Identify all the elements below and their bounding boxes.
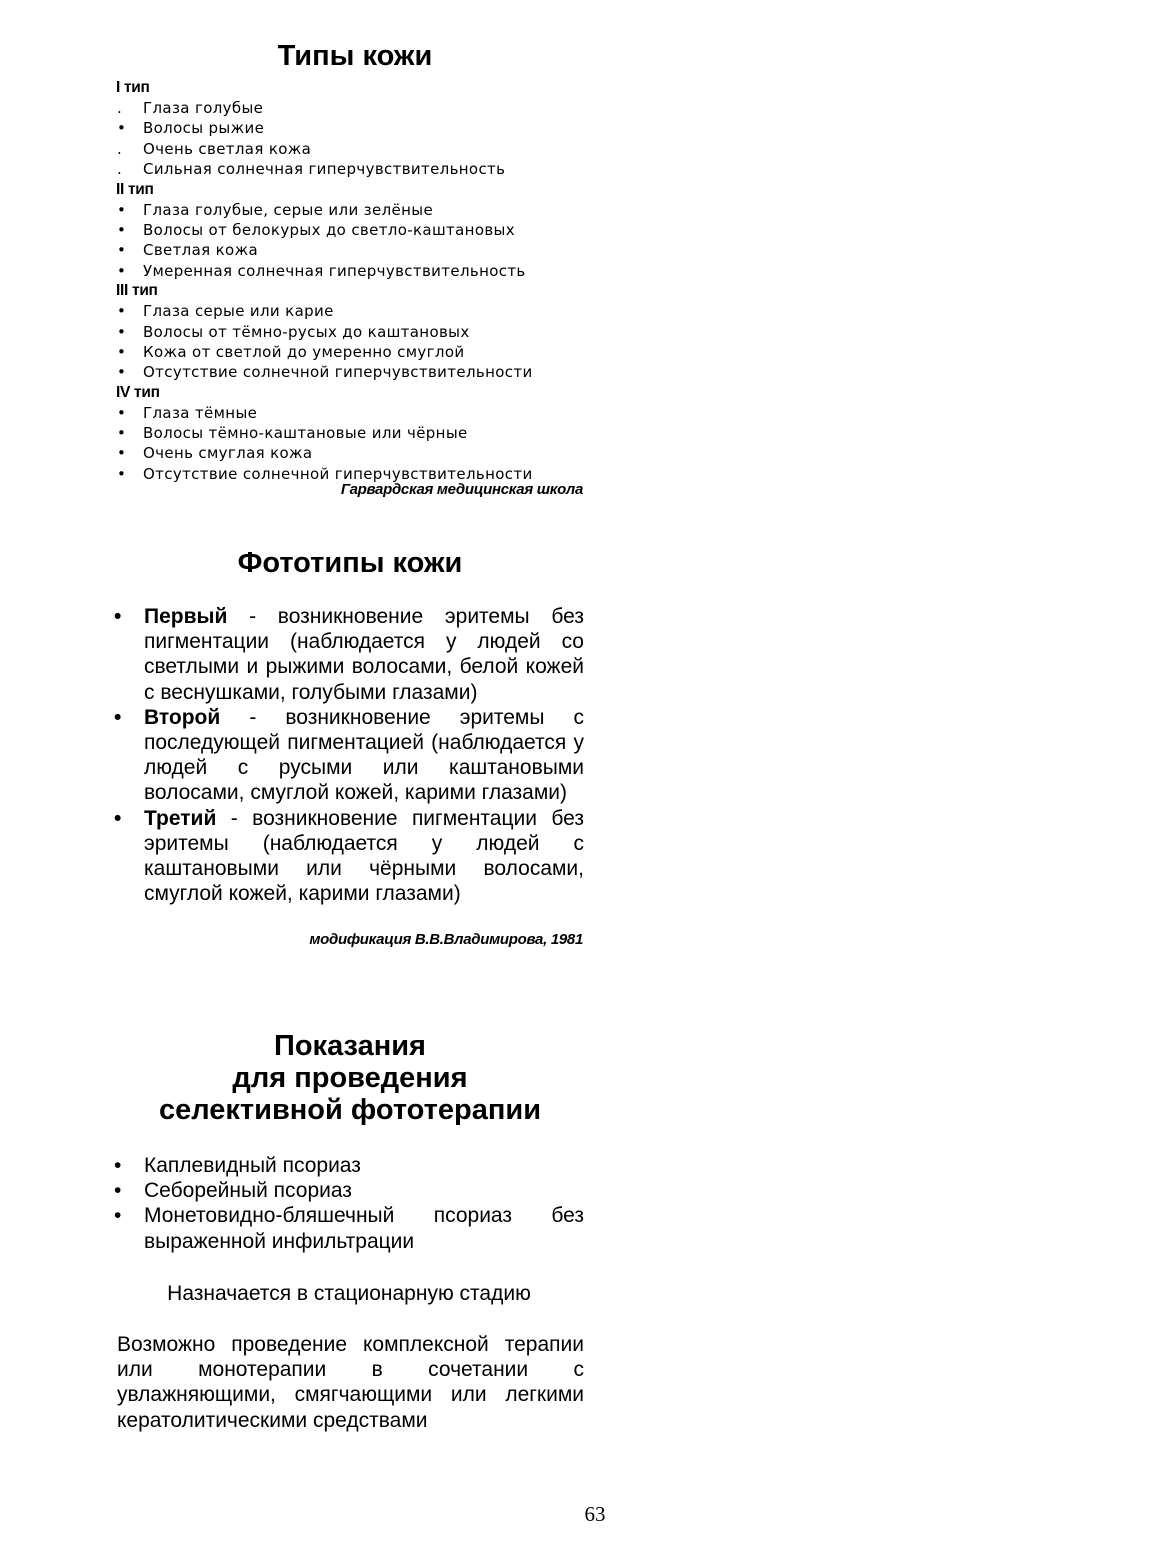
phototype-description: - возникновение пигментации без эритемы (наблюдается у людей с каштановыми или чёрными волосами, смуглой кожей, карими глазами): [144, 806, 584, 906]
section-title-skin-types: Типы кожи: [277, 40, 433, 72]
source-attribution: модификация В.В.Владимирова, 1981: [309, 931, 583, 948]
section-title-phototypes: Фототипы кожи: [237, 547, 463, 579]
bullet-icon: •: [117, 464, 126, 483]
phototypes-list: [114, 604, 584, 906]
list-item: [116, 322, 596, 342]
list-item-text: [144, 705, 584, 806]
list-item-text: [144, 604, 584, 705]
list-item-text: Очень светлая кожа: [143, 139, 312, 158]
bullet-icon: •: [117, 444, 126, 463]
therapy-paragraph: Возможно проведение комплексной терапии или монотерапии в сочетании с увлажняющими, смягчающими или легкими кератолитическими средствами: [117, 1333, 584, 1432]
bullet-icon: •: [117, 261, 126, 280]
bullet-icon: •: [117, 403, 126, 422]
list-item-text: Светлая кожа: [143, 241, 258, 260]
stage-note: Назначается в стационарную стадию: [167, 1282, 531, 1305]
list-item: [114, 604, 584, 705]
list-item-text: Глаза голубые: [143, 99, 264, 117]
bullet-icon: •: [114, 705, 122, 729]
bullet-icon: •: [117, 322, 126, 341]
title-line: для проведения: [232, 1062, 468, 1094]
list-item: [116, 98, 596, 118]
list-item-text: Волосы от белокурых до светло-каштановых: [143, 220, 515, 239]
list-item: [116, 118, 596, 138]
list-item-text: Волосы от тёмно-русых до каштановых: [143, 322, 470, 341]
list-item: [114, 806, 584, 907]
list-item: [116, 403, 596, 423]
skin-type-group: [116, 281, 596, 383]
list-item: [116, 261, 596, 281]
list-item: [116, 139, 596, 159]
phototype-description: - возникновение эритемы без пигментации (наблюдается у людей со светлыми и рыжими волосами, белой кожей с веснушками, голубыми глазами): [144, 605, 584, 704]
list-item-text: Очень смуглая кожа: [143, 444, 313, 463]
list-item-text: Умеренная солнечная гиперчувствительность: [143, 261, 526, 280]
section-title-indications: [115, 1030, 585, 1126]
skin-type-heading: I тип: [116, 79, 150, 96]
skin-type-group: [116, 383, 596, 485]
bullet-icon: .: [117, 139, 122, 158]
list-item-text: Волосы рыжие: [143, 119, 265, 138]
list-item-text: Отсутствие солнечной гиперчувствительности: [143, 363, 533, 382]
title-line: Показания: [274, 1030, 426, 1062]
bullet-icon: •: [117, 119, 126, 138]
bullet-icon: •: [117, 220, 126, 239]
bullet-icon: •: [117, 363, 126, 382]
skin-type-heading: II тип: [116, 180, 154, 198]
list-item: [116, 220, 596, 240]
list-item: [116, 240, 596, 260]
bullet-icon: •: [114, 806, 122, 830]
bullet-icon: •: [117, 241, 126, 260]
list-item: [116, 301, 596, 321]
list-item-text: Сильная солнечная гиперчувствительность: [143, 160, 506, 179]
bullet-icon: •: [114, 1179, 122, 1203]
bullet-icon: •: [117, 424, 126, 443]
title-line: селективной фототерапии: [158, 1094, 542, 1126]
bullet-icon: .: [117, 99, 122, 117]
skin-type-heading: IV тип: [116, 383, 160, 401]
list-item-text: Себорейный псориаз: [144, 1179, 352, 1203]
bullet-icon: •: [114, 1154, 122, 1177]
phototype-name: Второй: [144, 705, 221, 729]
bullet-icon: •: [117, 342, 126, 361]
bullet-icon: •: [117, 302, 126, 321]
list-item-text: [144, 806, 584, 907]
phototype-name: Первый: [144, 605, 228, 628]
list-item: [116, 200, 596, 220]
phototype-description: - возникновение эритемы с последующей пигментацией (наблюдается у людей с русыми или каштановыми волосами, смуглой кожей, карими глазами): [144, 705, 584, 805]
list-item-text: Глаза тёмные: [143, 403, 258, 422]
bullet-icon: •: [117, 200, 126, 219]
list-item-text: Глаза серые или карие: [143, 302, 334, 321]
list-item-text: Отсутствие солнечной гиперчувствительности: [143, 464, 533, 483]
list-item: [114, 1203, 584, 1253]
list-item-text: Монетовидно-бляшечный псориаз без выраженной инфильтрации: [144, 1204, 584, 1253]
source-attribution: Гарвардская медицинская школа: [340, 481, 583, 498]
list-item: [116, 423, 596, 443]
bullet-icon: •: [114, 605, 122, 628]
list-item: [114, 1178, 584, 1203]
phototype-name: Третий: [144, 806, 217, 830]
list-item-text: Кожа от светлой до умеренно смуглой: [143, 342, 465, 361]
indications-list: [114, 1153, 584, 1254]
list-item: [114, 1153, 584, 1178]
list-item-text: Глаза голубые, серые или зелёные: [143, 200, 434, 219]
list-item: [116, 159, 596, 179]
skin-type-group: [116, 180, 596, 282]
skin-type-group: [116, 78, 596, 180]
list-item: [116, 362, 596, 382]
list-item: [116, 342, 596, 362]
list-item-text: Волосы тёмно-каштановые или чёрные: [143, 424, 468, 443]
list-item: [114, 705, 584, 806]
page-number: 63: [584, 1502, 606, 1526]
list-item-text: Каплевидный псориаз: [144, 1154, 361, 1177]
bullet-icon: .: [117, 160, 122, 179]
bullet-icon: •: [114, 1204, 122, 1228]
list-item: [116, 443, 596, 463]
skin-types-list: [116, 78, 596, 484]
skin-type-heading: III тип: [116, 282, 158, 300]
